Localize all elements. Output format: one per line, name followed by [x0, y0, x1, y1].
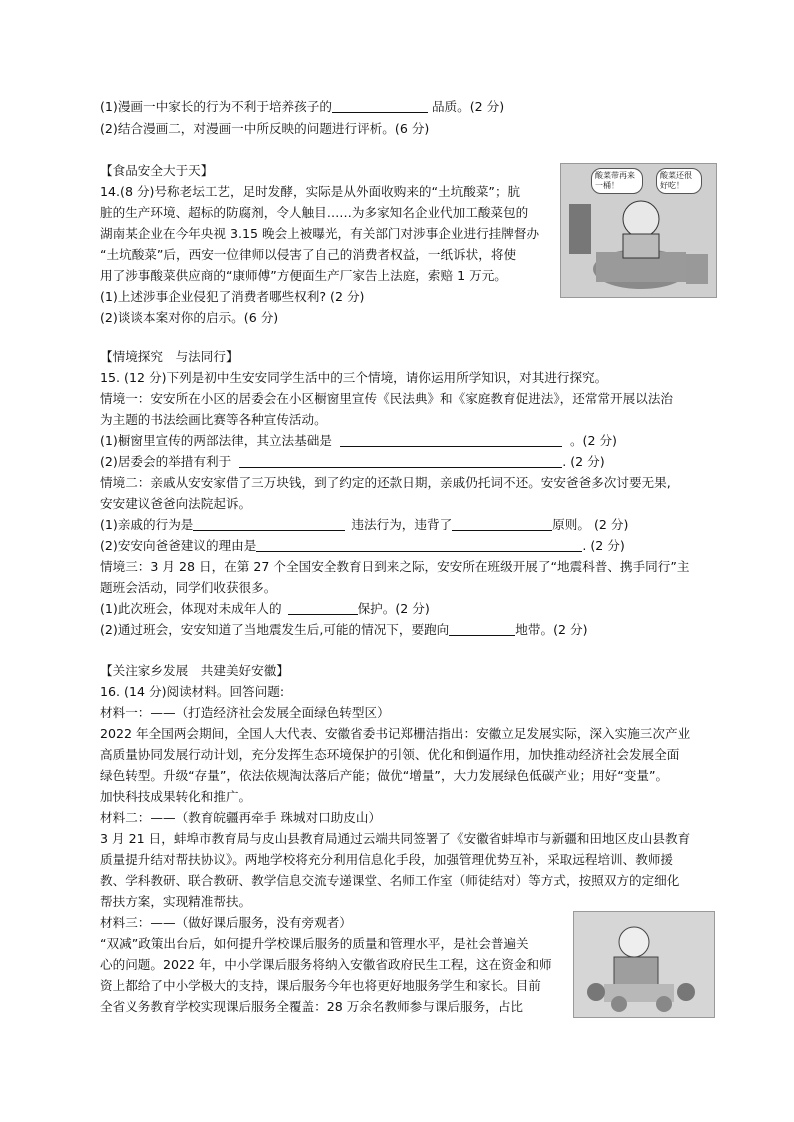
q15-s3-q2: (2)通过班会，安安知道了当地震发生后,可能的情况下，要跑向 地带。(2 分) [100, 622, 588, 637]
material3-line: 心的问题。2022 年，中小学课后服务将纳入安徽省政府民生工程，这在资金和师 [100, 957, 552, 972]
material2-line: 3 月 21 日，蚌埠市教育局与皮山县教育局通过云端共同签署了《安徽省蚌埠市与新疆和田地区皮山县教育 [100, 831, 691, 846]
q14-sub2: (2)谈谈本案对你的启示。(6 分) [100, 310, 279, 325]
material2-title: 材料二：——（教育皖疆再牵手 珠城对口助皮山） [100, 810, 382, 825]
section-heading-law: 【情境探究 与法同行】 [100, 349, 239, 364]
answer-blank[interactable] [449, 621, 515, 636]
q14-line-1: 14.(8 分)号称老坛工艺，足时发酵，实际是从外面收购来的“土坑酸菜”；肮 [100, 184, 521, 199]
material3-line: “双减”政策出台后，如何提升学校课后服务的质量和管理水平，是社会普遍关 [100, 936, 529, 951]
section-heading-anhui: 【关注家乡发展 共建美好安徽】 [100, 663, 289, 678]
after-school-service-image [573, 911, 715, 1018]
material3-line: 全省义务教育学校实现课后服务全覆盖：28 万余名教师参与课后服务，占比 [100, 999, 524, 1014]
material3-line: 资上都给了中小学极大的支持，课后服务今年也将更好地服务学生和家长。目前 [100, 978, 541, 993]
q14-sub1: (1)上述涉事企业侵犯了消费者哪些权利? (2 分) [100, 289, 365, 304]
material1-line: 2022 年全国两会期间，全国人大代表、安徽省委书记郑栅洁指出：安徽立足发展实际，深入实施三次产业 [100, 726, 691, 741]
answer-blank[interactable] [332, 98, 428, 113]
q14-line-5: 用了涉事酸菜供应商的“康师傅”方便面生产厂家告上法庭，索赔 1 万元。 [100, 268, 507, 283]
material1-title: 材料一：——（打造经济社会发展全面绿色转型区） [100, 705, 390, 720]
answer-blank[interactable] [452, 516, 552, 531]
speech-bubble: 酸菜带再来一桶！ [591, 168, 643, 194]
answer-blank[interactable] [193, 516, 345, 531]
q14-line-3: 湖南某企业在今年央视 3.15 晚会上被曝光，有关部门对涉事企业进行挂牌督办 [100, 226, 540, 241]
q15-scenario1-line2: 为主题的书法绘画比赛等各种宣传活动。 [100, 412, 327, 427]
classroom-illustration [574, 912, 714, 1017]
answer-blank[interactable] [239, 453, 562, 468]
material2-line: 帮扶方案，实现精准帮扶。 [100, 894, 252, 909]
q15-scenario1-line1: 情境一：安安所在小区的居委会在小区橱窗里宣传《民法典》和《家庭教育促进法》，还常常开展以法治 [100, 391, 674, 406]
q13-sub1: (1)漫画一中家长的行为不利于培养孩子的 品质。(2 分) [100, 99, 505, 114]
q15-s3-q1: (1)此次班会，体现对未成年人的 保护。(2 分) [100, 601, 430, 616]
material1-line: 绿色转型。升级“存量”，依法依规淘汰落后产能；做优“增量”，大力发展绿色低碳产业；用好“变量”。 [100, 768, 669, 783]
material2-line: 质量提升结对帮扶协议》。两地学校将充分利用信息化手段，加强管理优势互补，采取远程培训、教师援 [100, 852, 674, 867]
sauerkraut-cartoon-image [560, 163, 717, 298]
q15-scenario3-line1: 情境三：3 月 28 日，在第 27 个全国安全教育日到来之际，安安所在班级开展了“地震科普、携手同行”主 [100, 559, 690, 574]
q15-s2-q2: (2)安安向爸爸建议的理由是 . (2 分) [100, 538, 625, 553]
material3-title: 材料三：——（做好课后服务，没有旁观者） [100, 915, 352, 930]
section-heading-food-safety: 【食品安全大于天】 [100, 163, 214, 178]
material2-line: 教、学科教研、联合教研、教学信息交流专递课堂、名师工作室（师徒结对）等方式，按照双方的定细化 [100, 873, 680, 888]
q15-scenario2-line1: 情境二：亲戚从安安家借了三万块钱，到了约定的还款日期，亲戚仍托词不还。安安爸爸多次讨要无果, [100, 475, 671, 490]
q15-intro: 15. (12 分)下列是初中生安安同学生活中的三个情境，请你运用所学知识，对其进行探究。 [100, 370, 608, 385]
q15-s2-q1: (1)亲戚的行为是 违法行为，违背了 原则。 (2 分) [100, 517, 629, 532]
q15-scenario3-line2: 题班会活动，同学们收获很多。 [100, 580, 277, 595]
q15-s1-q1: (1)橱窗里宣传的两部法律，其立法基础是 。(2 分) [100, 433, 617, 448]
q14-line-4: “土坑酸菜”后，西安一位律师以侵害了自己的消费者权益，一纸诉状，将使 [100, 247, 517, 262]
q15-scenario2-line2: 安安建议爸爸向法院起诉。 [100, 496, 252, 511]
material1-line: 加快科技成果转化和推广。 [100, 789, 252, 804]
answer-blank[interactable] [288, 600, 358, 615]
answer-blank[interactable] [340, 432, 562, 447]
q15-s1-q2: (2)居委会的举措有利于 . (2 分) [100, 454, 605, 469]
answer-blank[interactable] [256, 537, 582, 552]
q13-sub2: (2)结合漫画二，对漫画一中所反映的问题进行评析。(6 分) [100, 121, 430, 136]
q14-line-2: 脏的生产环境、超标的防腐剂，令人触目……为多家知名企业代加工酸菜包的 [100, 205, 529, 220]
material1-line: 高质量协同发展行动计划，充分发挥生态环境保护的引领、优化和倒逼作用，加快推动经济社会发展全面 [100, 747, 680, 762]
speech-bubble: 酸菜还很好吃！ [656, 168, 702, 194]
q16-intro: 16. (14 分)阅读材料。回答问题: [100, 684, 285, 699]
